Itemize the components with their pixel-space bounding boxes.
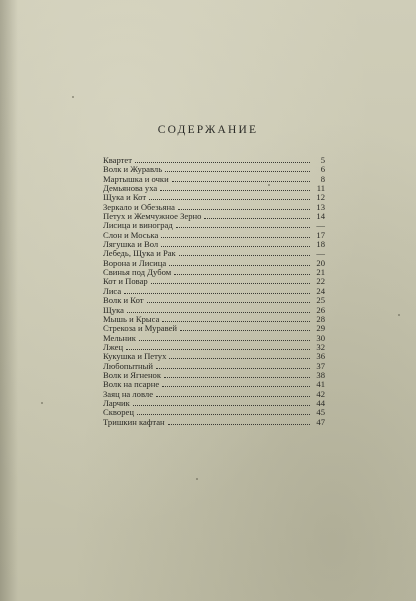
toc-entry <box>103 296 325 305</box>
toc-entry-title: Свинья под Дубом <box>103 267 172 278</box>
toc-entry-page: 41 <box>316 379 325 390</box>
toc-leader-dots <box>126 343 310 350</box>
toc-entry-page: 5 <box>320 155 325 165</box>
toc-entry-page: 11 <box>316 183 325 194</box>
toc-entry <box>103 418 325 427</box>
paper-speck <box>72 96 74 98</box>
toc-entry-page: 29 <box>316 323 325 334</box>
toc-leader-dots <box>124 287 310 294</box>
toc-leader-dots <box>137 408 310 415</box>
toc-entry-title: Лебедь, Щука и Рак <box>103 248 176 259</box>
toc-entry <box>103 399 325 408</box>
toc-leader-dots <box>160 184 310 191</box>
toc-leader-dots <box>179 249 310 256</box>
toc-entry-page: 36 <box>316 351 325 362</box>
toc-leader-dots <box>156 390 310 397</box>
toc-leader-dots <box>139 334 310 341</box>
toc-entry-page: 21 <box>316 267 325 278</box>
toc-entry-title: Скворец <box>103 407 134 418</box>
toc-entry-page: 28 <box>316 313 325 324</box>
toc-entry-page: 37 <box>316 360 325 371</box>
toc-entry-page: 24 <box>316 285 325 296</box>
toc-entry-page: 18 <box>316 239 325 250</box>
toc-entry-page: 20 <box>316 257 325 268</box>
toc-entry-page: 22 <box>316 276 325 287</box>
toc-entry-title: Волк и Журавль <box>103 164 163 175</box>
toc-entry-title: Лжец <box>103 341 124 352</box>
toc-entry-title: Мельник <box>103 332 136 343</box>
toc-entry <box>103 390 325 399</box>
toc-entry-page: 25 <box>316 295 325 306</box>
toc-leader-dots <box>164 371 310 378</box>
toc-entry-page: 38 <box>316 369 325 380</box>
toc-entry-title: Мартышка и очки <box>103 173 169 184</box>
toc-entry-page: 13 <box>316 201 325 212</box>
toc-entry-title: Кот и Повар <box>103 276 148 287</box>
toc-entry-page: 45 <box>316 407 325 418</box>
toc-leader-dots <box>133 399 310 406</box>
toc-entry-title: Щука <box>103 304 124 315</box>
toc-entry-page: 8 <box>320 173 325 184</box>
toc-leader-dots <box>161 240 310 247</box>
toc-entry-title: Ларчик <box>103 397 130 408</box>
page-gutter-shadow <box>0 0 18 601</box>
toc-entry-title: Кукушка и Петух <box>103 351 167 362</box>
toc-entry <box>103 324 325 333</box>
toc-leader-dots <box>127 306 310 313</box>
toc-entry-page: 14 <box>316 211 325 222</box>
toc-leader-dots <box>149 193 310 200</box>
paper-speck <box>196 478 198 480</box>
toc-entry-title: Лисица и виноград <box>103 220 173 231</box>
toc-entry-title: Квартет <box>103 155 132 165</box>
paper-speck <box>398 314 400 316</box>
toc-leader-dots <box>169 259 310 266</box>
toc-entry <box>103 334 325 343</box>
toc-entry-page: 6 <box>320 164 325 175</box>
toc-entry-title: Волк на псарне <box>103 379 160 390</box>
toc-entry-page: — <box>316 248 325 259</box>
toc-leader-dots <box>172 175 310 182</box>
toc-leader-dots <box>151 277 310 284</box>
paper-speck <box>41 402 43 404</box>
toc-entry-page: 44 <box>316 397 325 408</box>
toc-leader-dots <box>161 231 310 238</box>
toc-entry-page: 12 <box>316 192 325 203</box>
toc-entry-title: Тришкин кафтан <box>103 416 165 427</box>
toc-leader-dots <box>168 418 310 425</box>
toc-leader-dots <box>165 165 310 172</box>
toc-leader-dots <box>169 352 310 359</box>
toc-leader-dots <box>178 203 310 210</box>
toc-entry <box>103 277 325 286</box>
toc-entry-title: Щука и Кот <box>103 192 147 203</box>
toc-entry-title: Лягушка и Вол <box>103 239 159 250</box>
toc-leader-dots <box>147 296 310 303</box>
toc-entry-page: 42 <box>316 388 325 399</box>
toc-leader-dots <box>162 315 310 322</box>
toc-entry-page: 47 <box>316 416 325 427</box>
toc-entry-title: Петух и Жемчужное Зерно <box>103 211 202 222</box>
toc-entry-title: Слон и Моська <box>103 229 159 240</box>
toc-entry-title: Любопытный <box>103 360 154 371</box>
toc-entry-title: Мышь и Крыса <box>103 313 160 324</box>
toc-leader-dots <box>135 156 310 163</box>
toc-entry-title: Стрекоза и Муравей <box>103 323 177 334</box>
toc-leader-dots <box>180 324 310 331</box>
toc-leader-dots <box>162 380 310 387</box>
toc-entry-title: Волк и Ягненок <box>103 369 162 380</box>
toc-leader-dots <box>204 212 310 219</box>
toc-entry-title: Демьянова уха <box>103 183 158 194</box>
toc-entry-title: Лиса <box>103 285 122 296</box>
table-of-contents <box>103 156 325 427</box>
toc-entry-page: 30 <box>316 332 325 343</box>
toc-entry-page: — <box>316 220 325 231</box>
contents-heading: СОДЕРЖАНИЕ <box>157 124 259 136</box>
toc-leader-dots <box>176 221 310 228</box>
toc-entry-title: Ворона и Лисица <box>103 257 167 268</box>
toc-leader-dots <box>174 268 310 275</box>
toc-entry-page: 26 <box>316 304 325 315</box>
toc-entry-page: 32 <box>316 341 325 352</box>
toc-entry-page: 17 <box>316 229 325 240</box>
toc-leader-dots <box>156 362 310 369</box>
toc-entry-title: Заяц на ловле <box>103 388 154 399</box>
toc-entry-title: Волк и Кот <box>103 295 144 306</box>
toc-entry-title: Зеркало и Обезьяна <box>103 201 175 212</box>
